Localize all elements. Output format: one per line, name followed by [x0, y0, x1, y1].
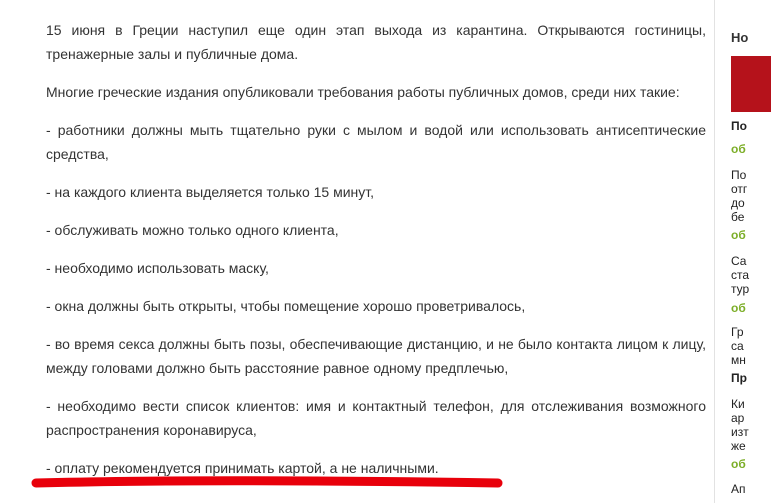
sidebar-item-text[interactable]: тур	[731, 282, 750, 296]
article-paragraph: - на каждого клиента выделяется только 15 минут,	[46, 184, 375, 200]
sidebar-item-text[interactable]: изт	[731, 425, 749, 439]
sidebar-item-text[interactable]: Са	[731, 254, 747, 268]
sidebar-item-text[interactable]: Ки	[731, 397, 745, 411]
article-paragraph: 15 июня в Греции наступил еще один этап выхода из карантина. Открываются гостиницы, тренажерные залы и публичные дома.	[46, 22, 706, 62]
sidebar-item-text[interactable]: По	[731, 168, 747, 182]
sidebar-item-text[interactable]: Гр	[731, 325, 744, 339]
sidebar-item-meta: об	[731, 228, 746, 242]
sidebar-item-text[interactable]: По	[731, 119, 747, 133]
sidebar-item-meta: об	[731, 301, 746, 315]
sidebar-item-text[interactable]: бе	[731, 210, 745, 224]
sidebar-item-text[interactable]: ста	[731, 268, 750, 282]
sidebar-item-text[interactable]: ар	[731, 411, 745, 425]
article-paragraph: - необходимо вести список клиентов: имя и контактный телефон, для отслеживания возможного распространения коронавируса,	[46, 398, 706, 438]
article-paragraph: - необходимо использовать маску,	[46, 260, 269, 276]
article-paragraph: Многие греческие издания опубликовали требования работы публичных домов, среди них такие:	[46, 84, 680, 100]
sidebar-item-text[interactable]: же	[731, 439, 746, 453]
sidebar-item-text[interactable]: са	[731, 339, 744, 353]
article-paragraph: - окна должны быть открыты, чтобы помещение хорошо проветривалось,	[46, 298, 526, 314]
sidebar-title: Но	[731, 30, 749, 45]
underline-stroke	[36, 481, 498, 483]
sidebar-item-meta: об	[731, 142, 746, 156]
sidebar-item-meta: об	[731, 457, 746, 471]
sidebar-item-text[interactable]: мн	[731, 353, 746, 367]
article-paragraph: - обслуживать можно только одного клиента,	[46, 222, 339, 238]
article-paragraph-highlighted: - оплату рекомендуется принимать картой, а не наличными.	[46, 460, 439, 476]
sidebar-item-text[interactable]: Пр	[731, 371, 747, 385]
sidebar-item-text[interactable]: Ап	[731, 482, 746, 496]
sidebar-item-text[interactable]: отг	[731, 182, 748, 196]
article-paragraph: - работники должны мыть тщательно руки с мылом и водой или использовать антисептические средства,	[46, 122, 706, 162]
sidebar-item-text[interactable]: до	[731, 196, 745, 210]
article-paragraph: - во время секса должны быть позы, обеспечивающие дистанцию, и не было контакта лицом к лицу, между головами должно быть расстояние равное одному предплечью,	[46, 336, 706, 376]
